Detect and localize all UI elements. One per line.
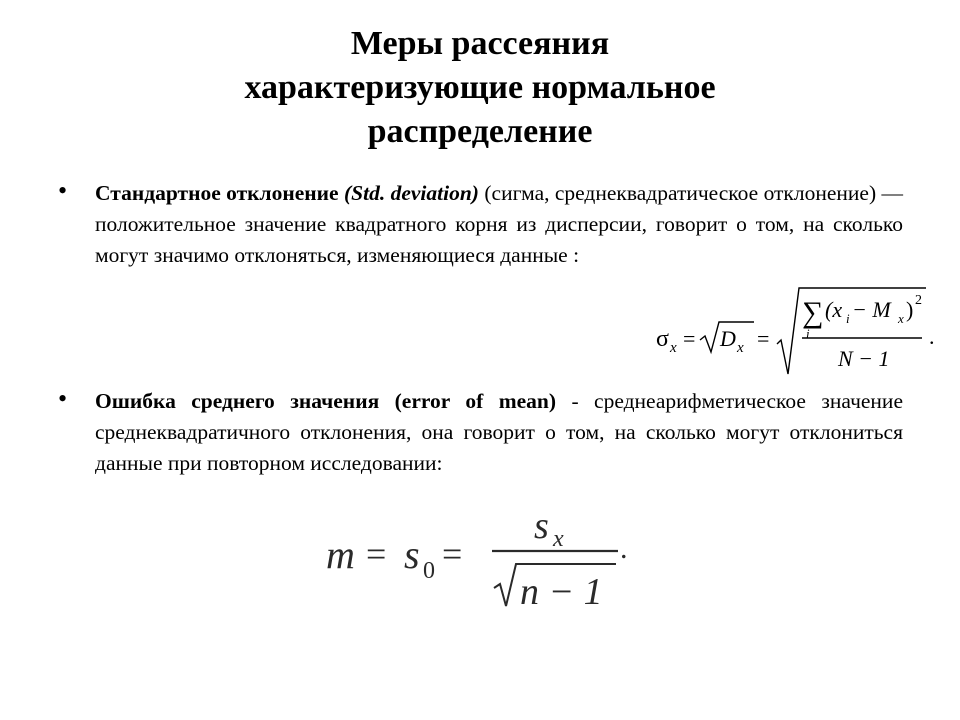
formula1-denominator: N − 1 [838, 346, 890, 371]
formula2-s0-sub: 0 [423, 558, 435, 584]
slide-title [0, 22, 960, 154]
title-line-3: распределение [367, 113, 593, 150]
formula2-s0: s [404, 532, 420, 577]
std-deviation-formula [650, 284, 940, 380]
formula2-end: . [620, 532, 628, 565]
formula2-sx-sub: x [553, 526, 564, 552]
formula1-num-close: ) [906, 297, 914, 322]
title-line-2: характеризующие нормальное [244, 69, 716, 106]
formula2-denominator: n − 1 [520, 571, 603, 613]
formula1-D-sub: x [737, 340, 744, 356]
title-line-1: Меры рассеяния [350, 25, 610, 62]
error-of-mean-formula [320, 500, 650, 620]
formula1-num-i: i [846, 311, 850, 326]
formula1-num-open: (x [825, 297, 843, 322]
std-deviation-term: Стандартное отклонение [95, 181, 344, 205]
formula1-sigma-sub: x [670, 340, 677, 356]
formula2-m: m [326, 532, 355, 577]
error-of-mean-term: Ошибка среднего значения (error of mean) [95, 389, 557, 413]
std-deviation-term-en: (Std. deviation) [344, 181, 479, 205]
formula1-sigma: σ [656, 326, 669, 352]
formula1-eq2: = [757, 326, 770, 351]
error-of-mean-paragraph [95, 386, 903, 479]
bullet-icon: • [58, 176, 68, 205]
std-deviation-paragraph [95, 178, 903, 271]
formula2-eq1: = [366, 534, 387, 574]
formula1-num-minus: − M [852, 297, 891, 322]
formula1-D: D [720, 326, 736, 351]
error-of-mean-text: - среднеарифметическое значение среднеквадратичного отклонения, она говорит о том, на сколько могут отклониться данные при повторном исследовании: [95, 389, 903, 475]
formula1-sum: ∑ [802, 296, 824, 329]
formula1-power: 2 [915, 293, 922, 308]
formula1-eq1: = [683, 326, 696, 351]
formula1-end: . [929, 324, 935, 349]
formula2-sx: s [534, 505, 549, 547]
formula2-eq2: = [442, 534, 463, 574]
bullet-icon: • [58, 384, 68, 413]
formula1-sum-sub: i [806, 326, 810, 341]
std-deviation-text: (сигма, среднеквадратическое отклонение) — положительное значение квадратного корня из дисперсии, говорит о том, на сколько могут значимо отклоняться, изменяющиеся данные : [95, 181, 903, 267]
formula1-num-x: x [898, 311, 904, 326]
